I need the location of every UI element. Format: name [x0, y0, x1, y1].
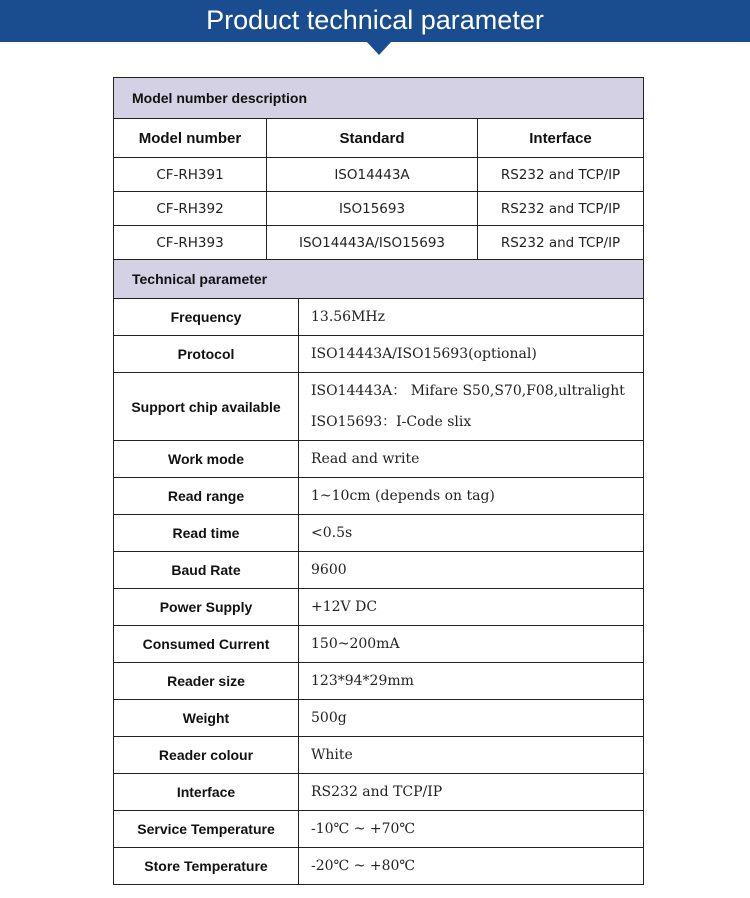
model-row: [114, 226, 644, 260]
param-label: Baud Rate: [114, 552, 299, 589]
chip-line-iso15693: ISO15693：I-Code slix: [311, 413, 472, 430]
standard-cell: ISO14443A/ISO15693: [267, 226, 478, 260]
spec-table: [113, 77, 644, 885]
param-row-protocol: [114, 336, 644, 373]
param-row-read-time: [114, 515, 644, 552]
param-label: Reader size: [114, 663, 299, 700]
param-row-support-chip: [114, 373, 644, 441]
param-row-frequency: [114, 299, 644, 336]
param-label: Work mode: [114, 441, 299, 478]
param-label: Store Temperature: [114, 848, 299, 885]
standard-cell: ISO15693: [267, 192, 478, 226]
param-label: Interface: [114, 774, 299, 811]
param-row-reader-size: [114, 663, 644, 700]
param-value: -20℃ ~ +80℃: [299, 848, 644, 885]
param-row-consumed-current: [114, 626, 644, 663]
param-value: 1~10cm (depends on tag): [299, 478, 644, 515]
interface-cell: RS232 and TCP/IP: [478, 158, 644, 192]
param-label: Weight: [114, 700, 299, 737]
param-row-interface: [114, 774, 644, 811]
header-model-number: Model number: [114, 119, 267, 158]
param-label: Support chip available: [114, 373, 299, 441]
param-value: <0.5s: [299, 515, 644, 552]
model-number-cell: CF-RH392: [114, 192, 267, 226]
param-label: Read range: [114, 478, 299, 515]
param-row-read-range: [114, 478, 644, 515]
param-label: Read time: [114, 515, 299, 552]
param-value: 500g: [299, 700, 644, 737]
param-label: Reader colour: [114, 737, 299, 774]
param-value: 9600: [299, 552, 644, 589]
param-label: Service Temperature: [114, 811, 299, 848]
header-standard: Standard: [267, 119, 478, 158]
param-label: Consumed Current: [114, 626, 299, 663]
param-value: [299, 373, 644, 441]
param-row-weight: [114, 700, 644, 737]
param-value: 123*94*29mm: [299, 663, 644, 700]
param-value: White: [299, 737, 644, 774]
model-number-cell: CF-RH391: [114, 158, 267, 192]
param-value: ISO14443A/ISO15693(optional): [299, 336, 644, 373]
param-value: Read and write: [299, 441, 644, 478]
model-row: [114, 192, 644, 226]
model-section-title: Model number description: [114, 78, 644, 119]
chip-line-iso14443a: ISO14443A： Mifare S50,S70,F08,ultralight: [311, 382, 625, 399]
param-value: RS232 and TCP/IP: [299, 774, 644, 811]
param-row-store-temperature: [114, 848, 644, 885]
param-value: 13.56MHz: [299, 299, 644, 336]
param-row-baud-rate: [114, 552, 644, 589]
banner-pointer: [366, 41, 392, 55]
param-label: Protocol: [114, 336, 299, 373]
param-label: Frequency: [114, 299, 299, 336]
model-row: [114, 158, 644, 192]
param-value: -10℃ ~ +70℃: [299, 811, 644, 848]
interface-cell: RS232 and TCP/IP: [478, 192, 644, 226]
param-label: Power Supply: [114, 589, 299, 626]
param-row-work-mode: [114, 441, 644, 478]
param-row-reader-colour: [114, 737, 644, 774]
model-number-cell: CF-RH393: [114, 226, 267, 260]
standard-cell: ISO14443A: [267, 158, 478, 192]
param-value: 150~200mA: [299, 626, 644, 663]
param-row-service-temperature: [114, 811, 644, 848]
header-interface: Interface: [478, 119, 644, 158]
interface-cell: RS232 and TCP/IP: [478, 226, 644, 260]
page-title: Product technical parameter: [206, 5, 544, 35]
param-value: +12V DC: [299, 589, 644, 626]
model-header-row: [114, 119, 644, 158]
tech-section-title: Technical parameter: [114, 260, 644, 299]
param-row-power-supply: [114, 589, 644, 626]
